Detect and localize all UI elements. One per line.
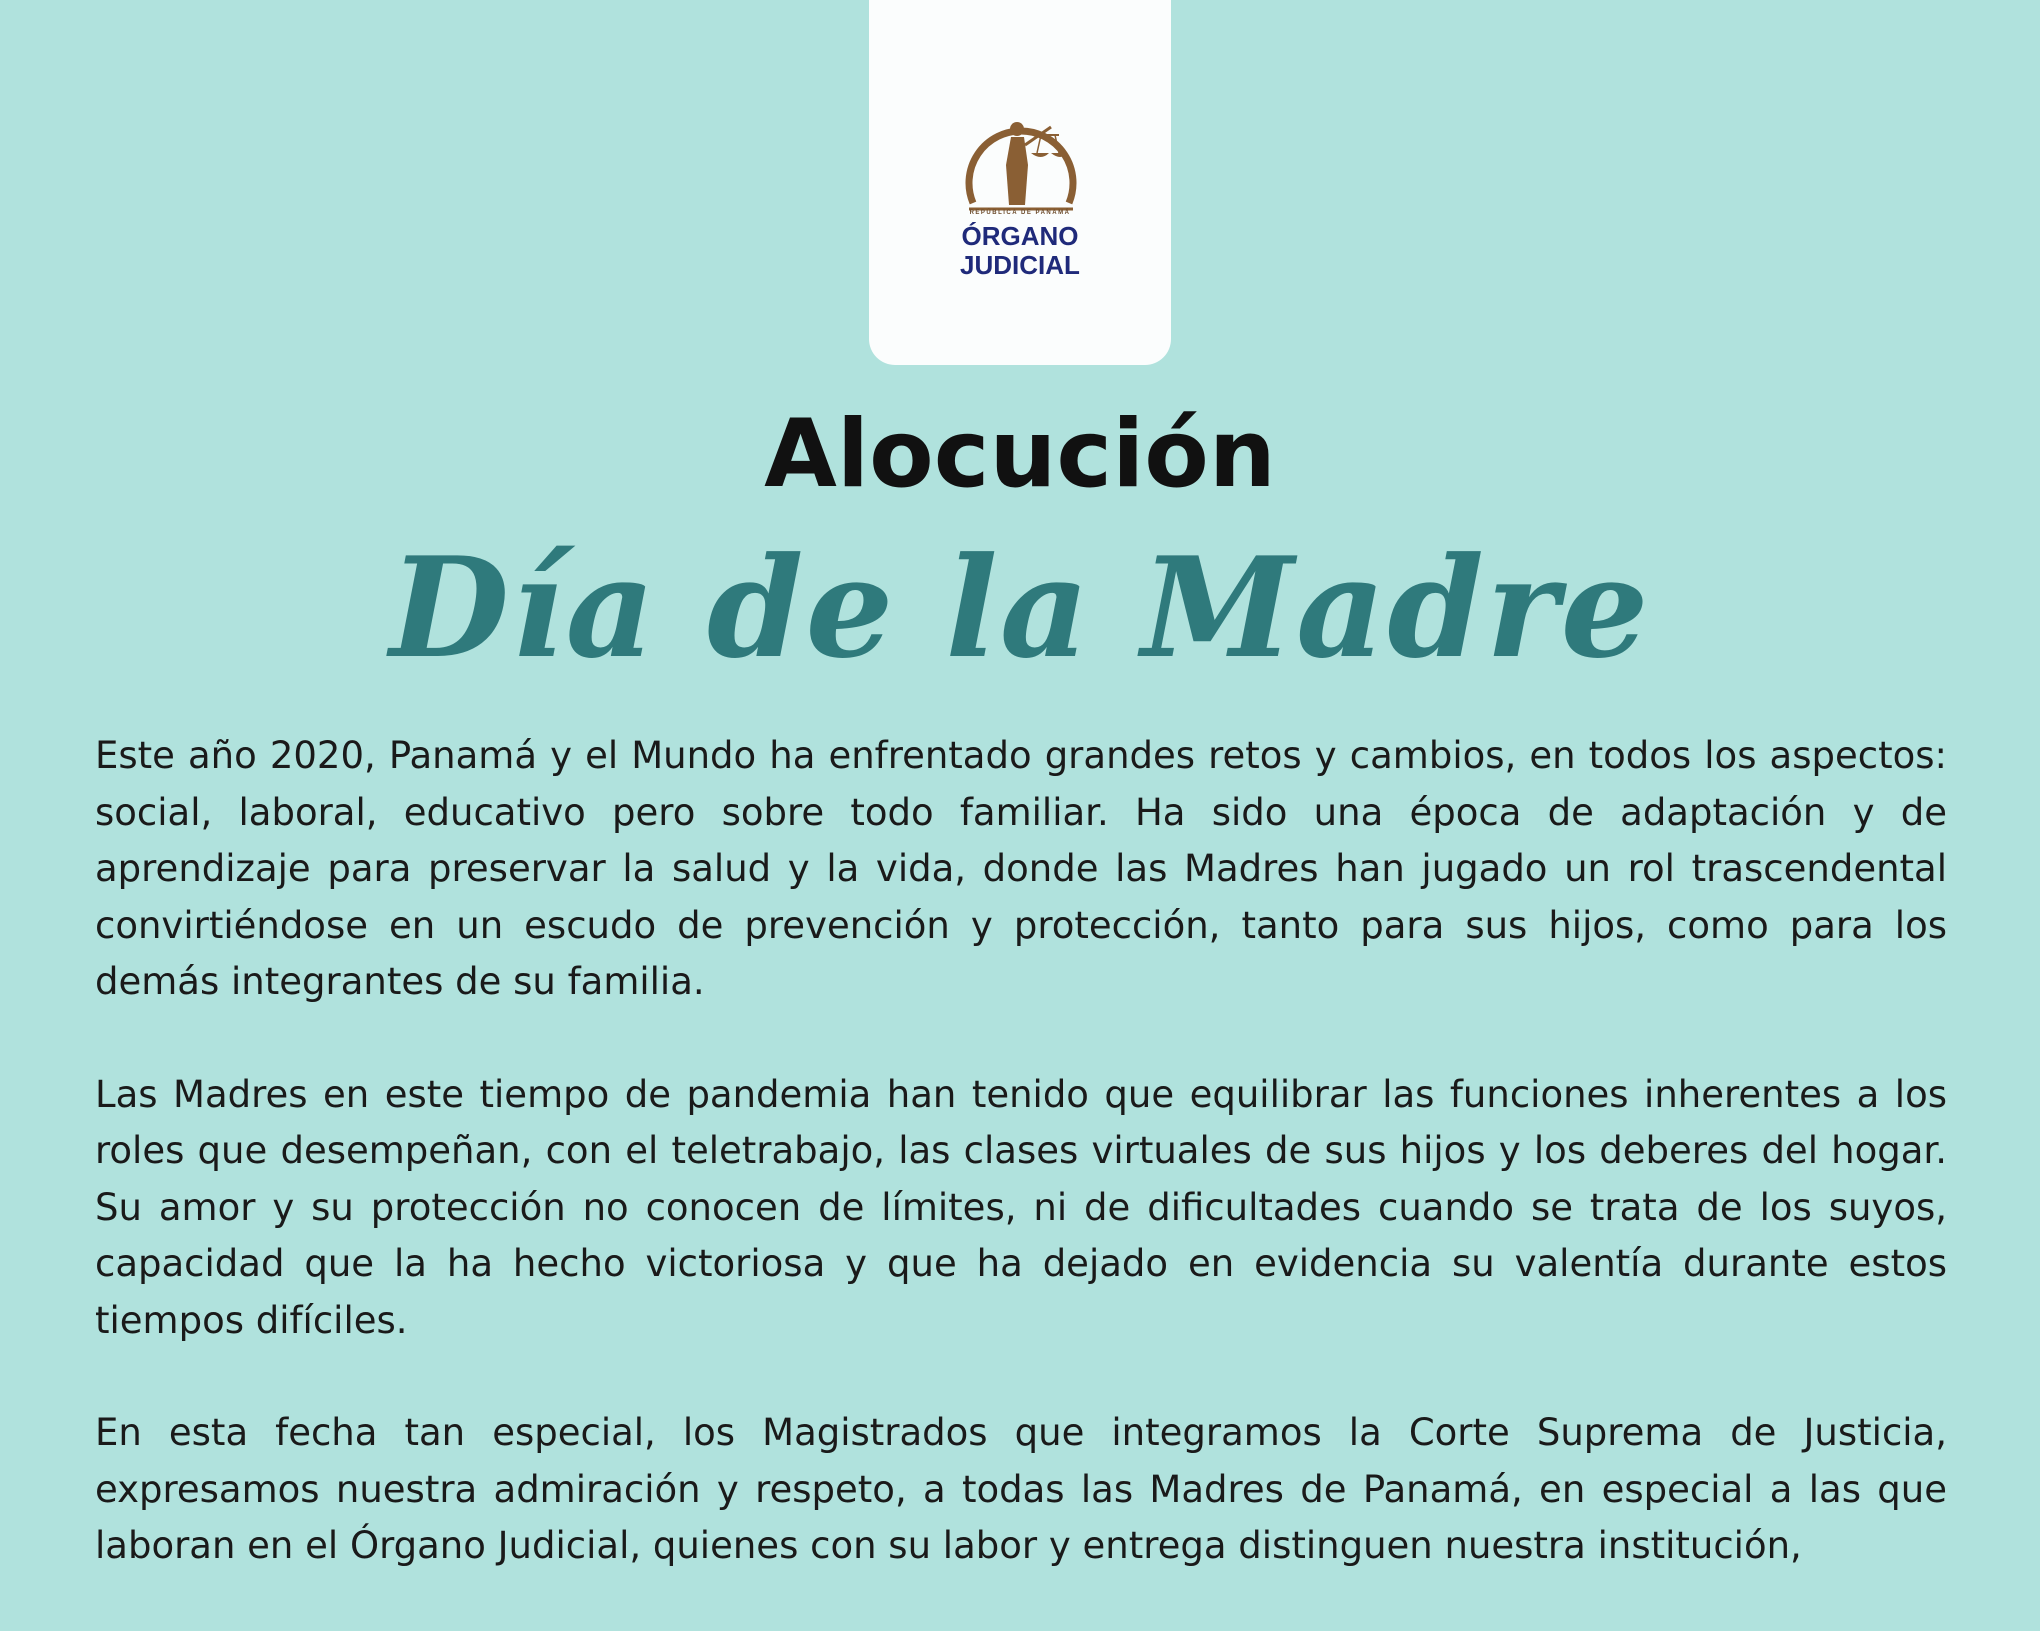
paragraph: Este año 2020, Panamá y el Mundo ha enfrentado grandes retos y cambios, en todos los aspectos: social, laboral, educativo pero sobre todo familiar. Ha sido una época de adaptación y de aprendizaje para preservar la salud y la vida, donde las Madres han jugado un rol trascendental convirtiéndose en un escudo de prevención y protección, tanto para sus hijos, como para los demás integrantes de su familia. bbox=[95, 734, 1947, 1003]
logo-card bbox=[869, 0, 1171, 365]
institution-name-line2: JUDICIAL bbox=[960, 250, 1080, 280]
paragraph: En esta fecha tan especial, los Magistrados que integramos la Corte Suprema de Justicia, expresamos nuestra admiración y respeto, a todas las Madres de Panamá, en especial a las que laboran en el Órgano Judicial, quienes con su labor y entrega distinguen nuestra institución, bbox=[95, 1411, 1947, 1567]
seal-caption: REPÚBLICA DE PANAMÁ bbox=[969, 210, 1071, 216]
institution-name-line1: ÓRGANO bbox=[961, 221, 1079, 251]
justice-seal-icon bbox=[955, 105, 1087, 217]
paragraph: Las Madres en este tiempo de pandemia han tenido que equilibrar las funciones inherentes a los roles que desempeñan, con el teletrabajo, las clases virtuales de sus hijos y los deberes del hogar. Su amor y su protección no conocen de límites, ni de dificultades cuando se trata de los suyos, capacidad que la ha hecho victoriosa y que ha dejado en evidencia su valentía durante estos tiempos difíciles. bbox=[95, 1072, 1947, 1342]
page-title: Alocución bbox=[764, 400, 1276, 509]
body-text bbox=[95, 728, 1947, 1631]
page-subtitle: Día de la Madre bbox=[389, 526, 1651, 689]
